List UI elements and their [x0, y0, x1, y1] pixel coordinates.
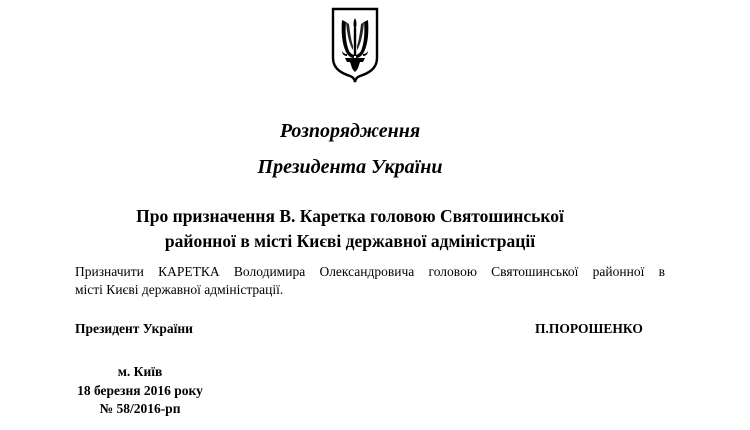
body-text-line-1: Призначити КАРЕТКА Володимира Олександровича головою Святошинської районної в — [75, 264, 665, 279]
issue-details — [40, 363, 240, 419]
document-issuer-title: Президента України — [257, 156, 443, 178]
document-subject-line-2: районної в місті Києві державної адміністрації — [164, 231, 536, 251]
issue-place: м. Київ — [117, 364, 163, 379]
issue-date: 18 березня 2016 року — [77, 382, 203, 398]
tryzub-coat-of-arms-icon — [330, 6, 380, 84]
document-type-title: Розпорядження — [279, 120, 421, 142]
document-subject-line-1: Про призначення В. Каретка головою Святошинської — [136, 206, 564, 226]
signatory-title: Президент України — [75, 321, 193, 336]
signatory-name: П.ПОРОШЕНКО — [535, 321, 643, 336]
document-body-line-2: місті Києві державної адміністрації. — [75, 282, 284, 297]
document-body-line-1 — [75, 262, 665, 281]
document-number: № 58/2016-рп — [99, 401, 181, 416]
